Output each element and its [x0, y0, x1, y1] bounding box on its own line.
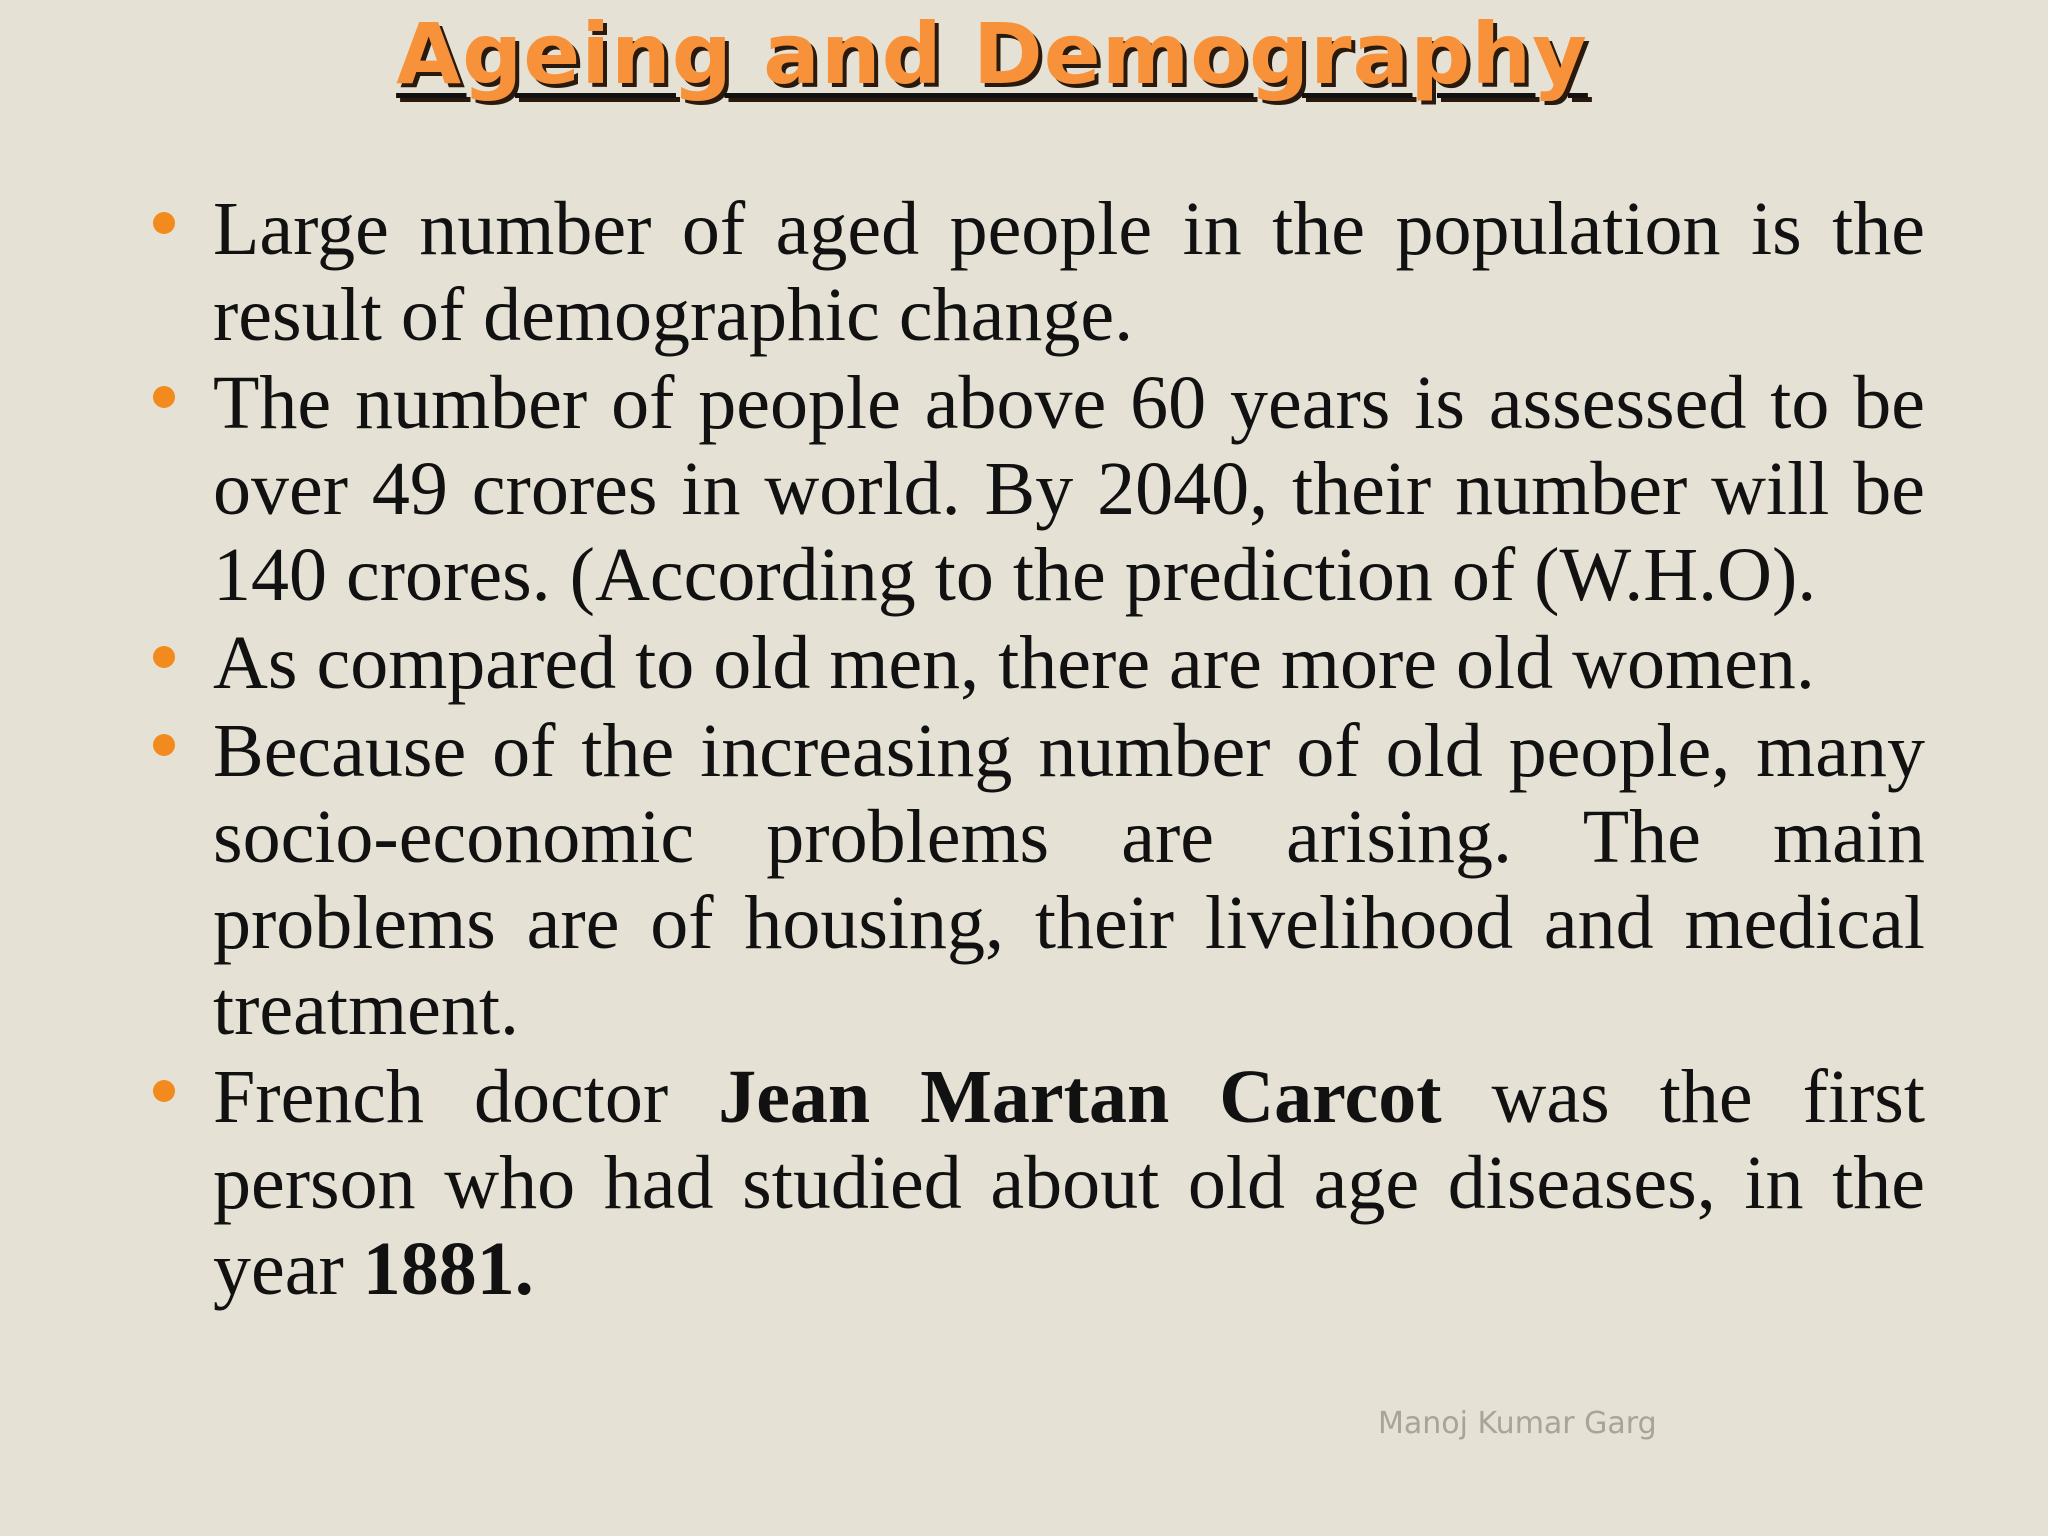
- bullet-item-2: [213, 360, 1925, 618]
- bullet-item-1: [213, 186, 1925, 358]
- bullet-dot-icon: [153, 646, 175, 668]
- bullet-item-4: [213, 708, 1925, 1052]
- bullet-list: [0, 186, 2048, 1314]
- bullet-dot-icon: [153, 1080, 175, 1102]
- bullet-text-before: French doctor: [213, 1055, 719, 1139]
- bullet-dot-icon: [153, 386, 175, 408]
- bullet-text: As compared to old men, there are more old women.: [213, 621, 1815, 705]
- bullet-text: Because of the increasing number of old people, many socio-economic problems are arising. The main problems are of housing, their livelihood and medical treatment.: [213, 709, 1925, 1051]
- bullet-text-middle: was the first person who had studied about old age diseases, in the year: [213, 1055, 1925, 1311]
- footer-author: Manoj Kumar Garg: [1378, 1406, 1657, 1441]
- bullet-dot-icon: [153, 734, 175, 756]
- bullet-item-5: [213, 1054, 1925, 1312]
- bullet-dot-icon: [153, 212, 175, 234]
- bullet-text: Large number of aged people in the population is the result of demographic change.: [213, 187, 1925, 357]
- bullet-item-3: [213, 620, 1925, 706]
- doctor-name: Jean Martan Carcot: [718, 1055, 1442, 1139]
- bullet-text: The number of people above 60 years is assessed to be over 49 crores in world. By 2040, their number will be 140 crores. (According to the prediction of (W.H.O).: [213, 361, 1925, 617]
- slide-title: Ageing and Demography: [396, 5, 1588, 103]
- year-value: 1881.: [362, 1227, 534, 1311]
